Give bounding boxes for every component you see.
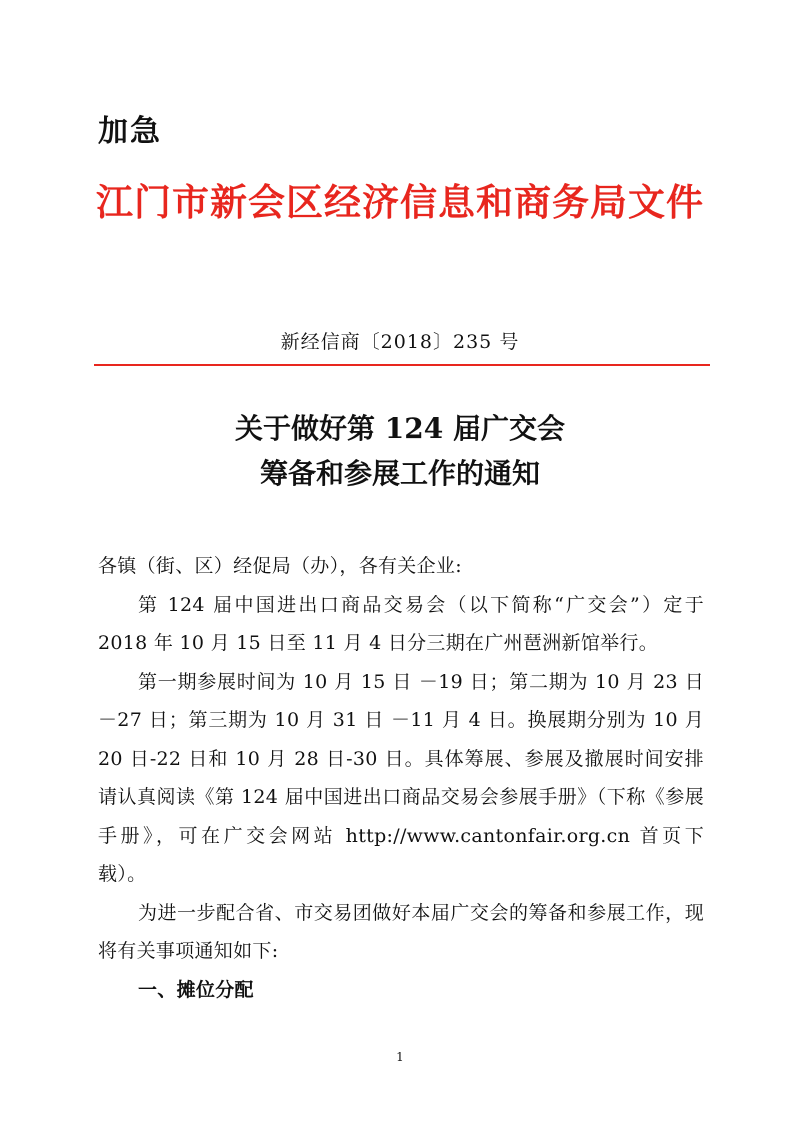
urgency-label: 加急 — [98, 114, 162, 149]
notice-title-line-1: 关于做好第 124 届广交会 — [235, 412, 565, 445]
notice-title-line-2: 筹备和参展工作的通知 — [259, 457, 540, 490]
paragraph-2: 第一期参展时间为 10 月 15 日 －19 日；第二期为 10 月 23 日 －27 日；第三期为 10 月 31 日 －11 月 4 日。换展期分别为 10 月 20 日-22 日和 10 月 28 日-30 日。具体筹展、参展及撤展时间安排请认真阅读《第 124 届中国进出口商品交易会参展手册》（下称《参展手册》，可在广交会网站 http://www.cantonfair.org.cn 首页下载）。 — [98, 670, 704, 885]
section-heading-1: 一、摊位分配 — [138, 978, 254, 1001]
paragraph-3: 为进一步配合省、市交易团做好本届广交会的筹备和参展工作，现将有关事项通知如下: — [98, 901, 704, 962]
notice-title — [0, 406, 800, 496]
page-number: 1 — [396, 1050, 404, 1064]
red-divider-line — [94, 364, 710, 366]
document-number: 新经信商〔2018〕235 号 — [280, 331, 520, 353]
notice-body — [98, 547, 704, 1009]
paragraph-1: 第 124 届中国进出口商品交易会（以下简称“广交会”）定于 2018 年 10 月 15 日至 11 月 4 日分三期在广州琶洲新馆举行。 — [98, 593, 704, 654]
salutation: 各镇（街、区）经促局（办），各有关企业: — [98, 555, 462, 577]
issuer-title: 江门市新会区经济信息和商务局文件 — [96, 180, 704, 224]
